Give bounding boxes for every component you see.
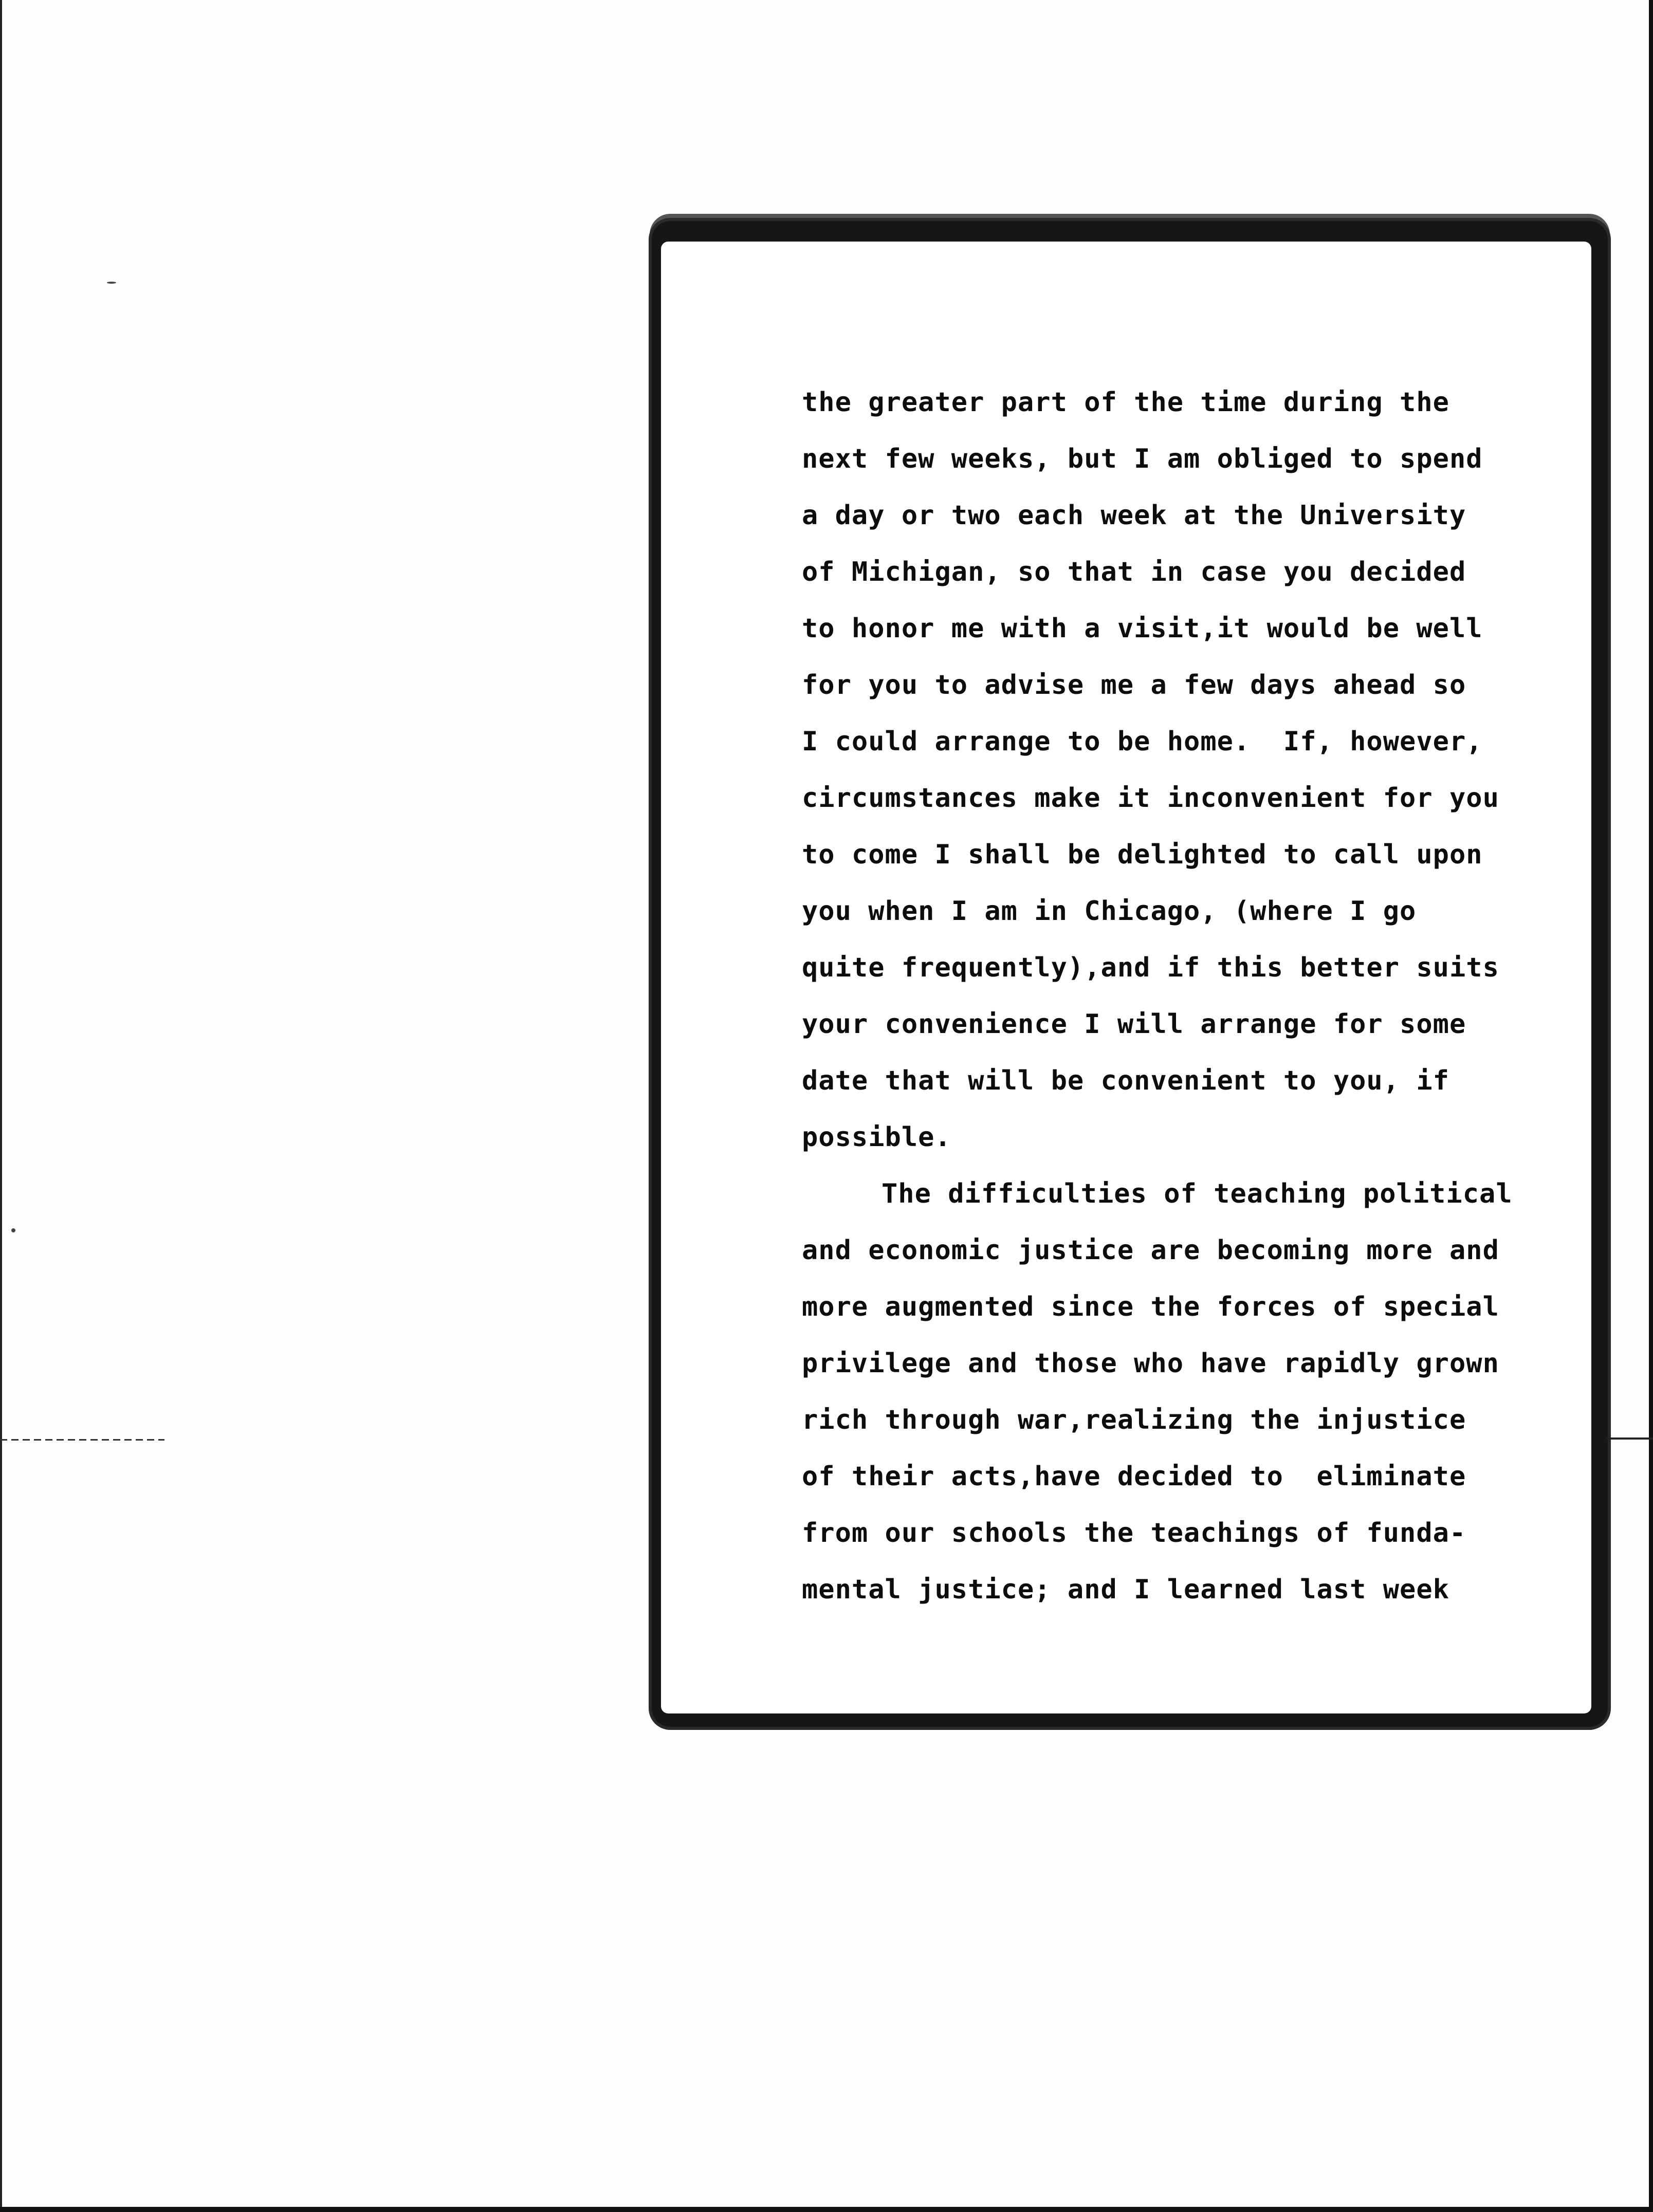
letter-line: next few weeks, but I am obliged to spend — [802, 444, 1483, 474]
scan-artifact-tick — [1606, 1437, 1653, 1440]
letter-line: mental justice; and I learned last week — [802, 1574, 1449, 1605]
letter-line: rich through war,realizing the injustice — [802, 1405, 1466, 1435]
letter-line: to honor me with a visit,it would be well — [802, 613, 1483, 644]
scan-speck — [11, 1228, 15, 1232]
scan-edge-bottom — [0, 2207, 1653, 2212]
letter-line: possible. — [802, 1122, 951, 1153]
letter-line: quite frequently),and if this better suits — [802, 952, 1499, 983]
letter-line: your convenience I will arrange for some — [802, 1009, 1466, 1040]
letter-line: privilege and those who have rapidly grown — [802, 1348, 1499, 1379]
letter-line: date that will be convenient to you, if — [802, 1065, 1449, 1096]
scan-artifact-line — [0, 1439, 164, 1441]
letter-line: for you to advise me a few days ahead so — [802, 670, 1466, 701]
letter-line: circumstances make it inconvenient for you — [802, 783, 1499, 814]
letter-line: I could arrange to be home. If, however, — [802, 726, 1483, 757]
letter-line: of their acts,have decided to eliminate — [802, 1461, 1466, 1492]
scan-edge-right — [1649, 0, 1653, 2212]
scan-speck — [107, 282, 116, 284]
letter-line: of Michigan, so that in case you decided — [802, 557, 1466, 587]
letter-line: from our schools the teachings of funda- — [802, 1518, 1466, 1549]
letter-line: the greater part of the time during the — [802, 387, 1449, 418]
letter-line: to come I shall be delighted to call upon — [802, 839, 1483, 870]
letter-line: and economic justice are becoming more and — [802, 1235, 1499, 1266]
letter-line: you when I am in Chicago, (where I go — [802, 896, 1417, 927]
letter-body — [802, 374, 1532, 1618]
letter-line: more augmented since the forces of special — [802, 1292, 1499, 1322]
paragraph-first-line: The difficulties of teaching political — [881, 1178, 1513, 1209]
scan-edge-left — [0, 0, 2, 2212]
letter-line: a day or two each week at the University — [802, 500, 1466, 531]
